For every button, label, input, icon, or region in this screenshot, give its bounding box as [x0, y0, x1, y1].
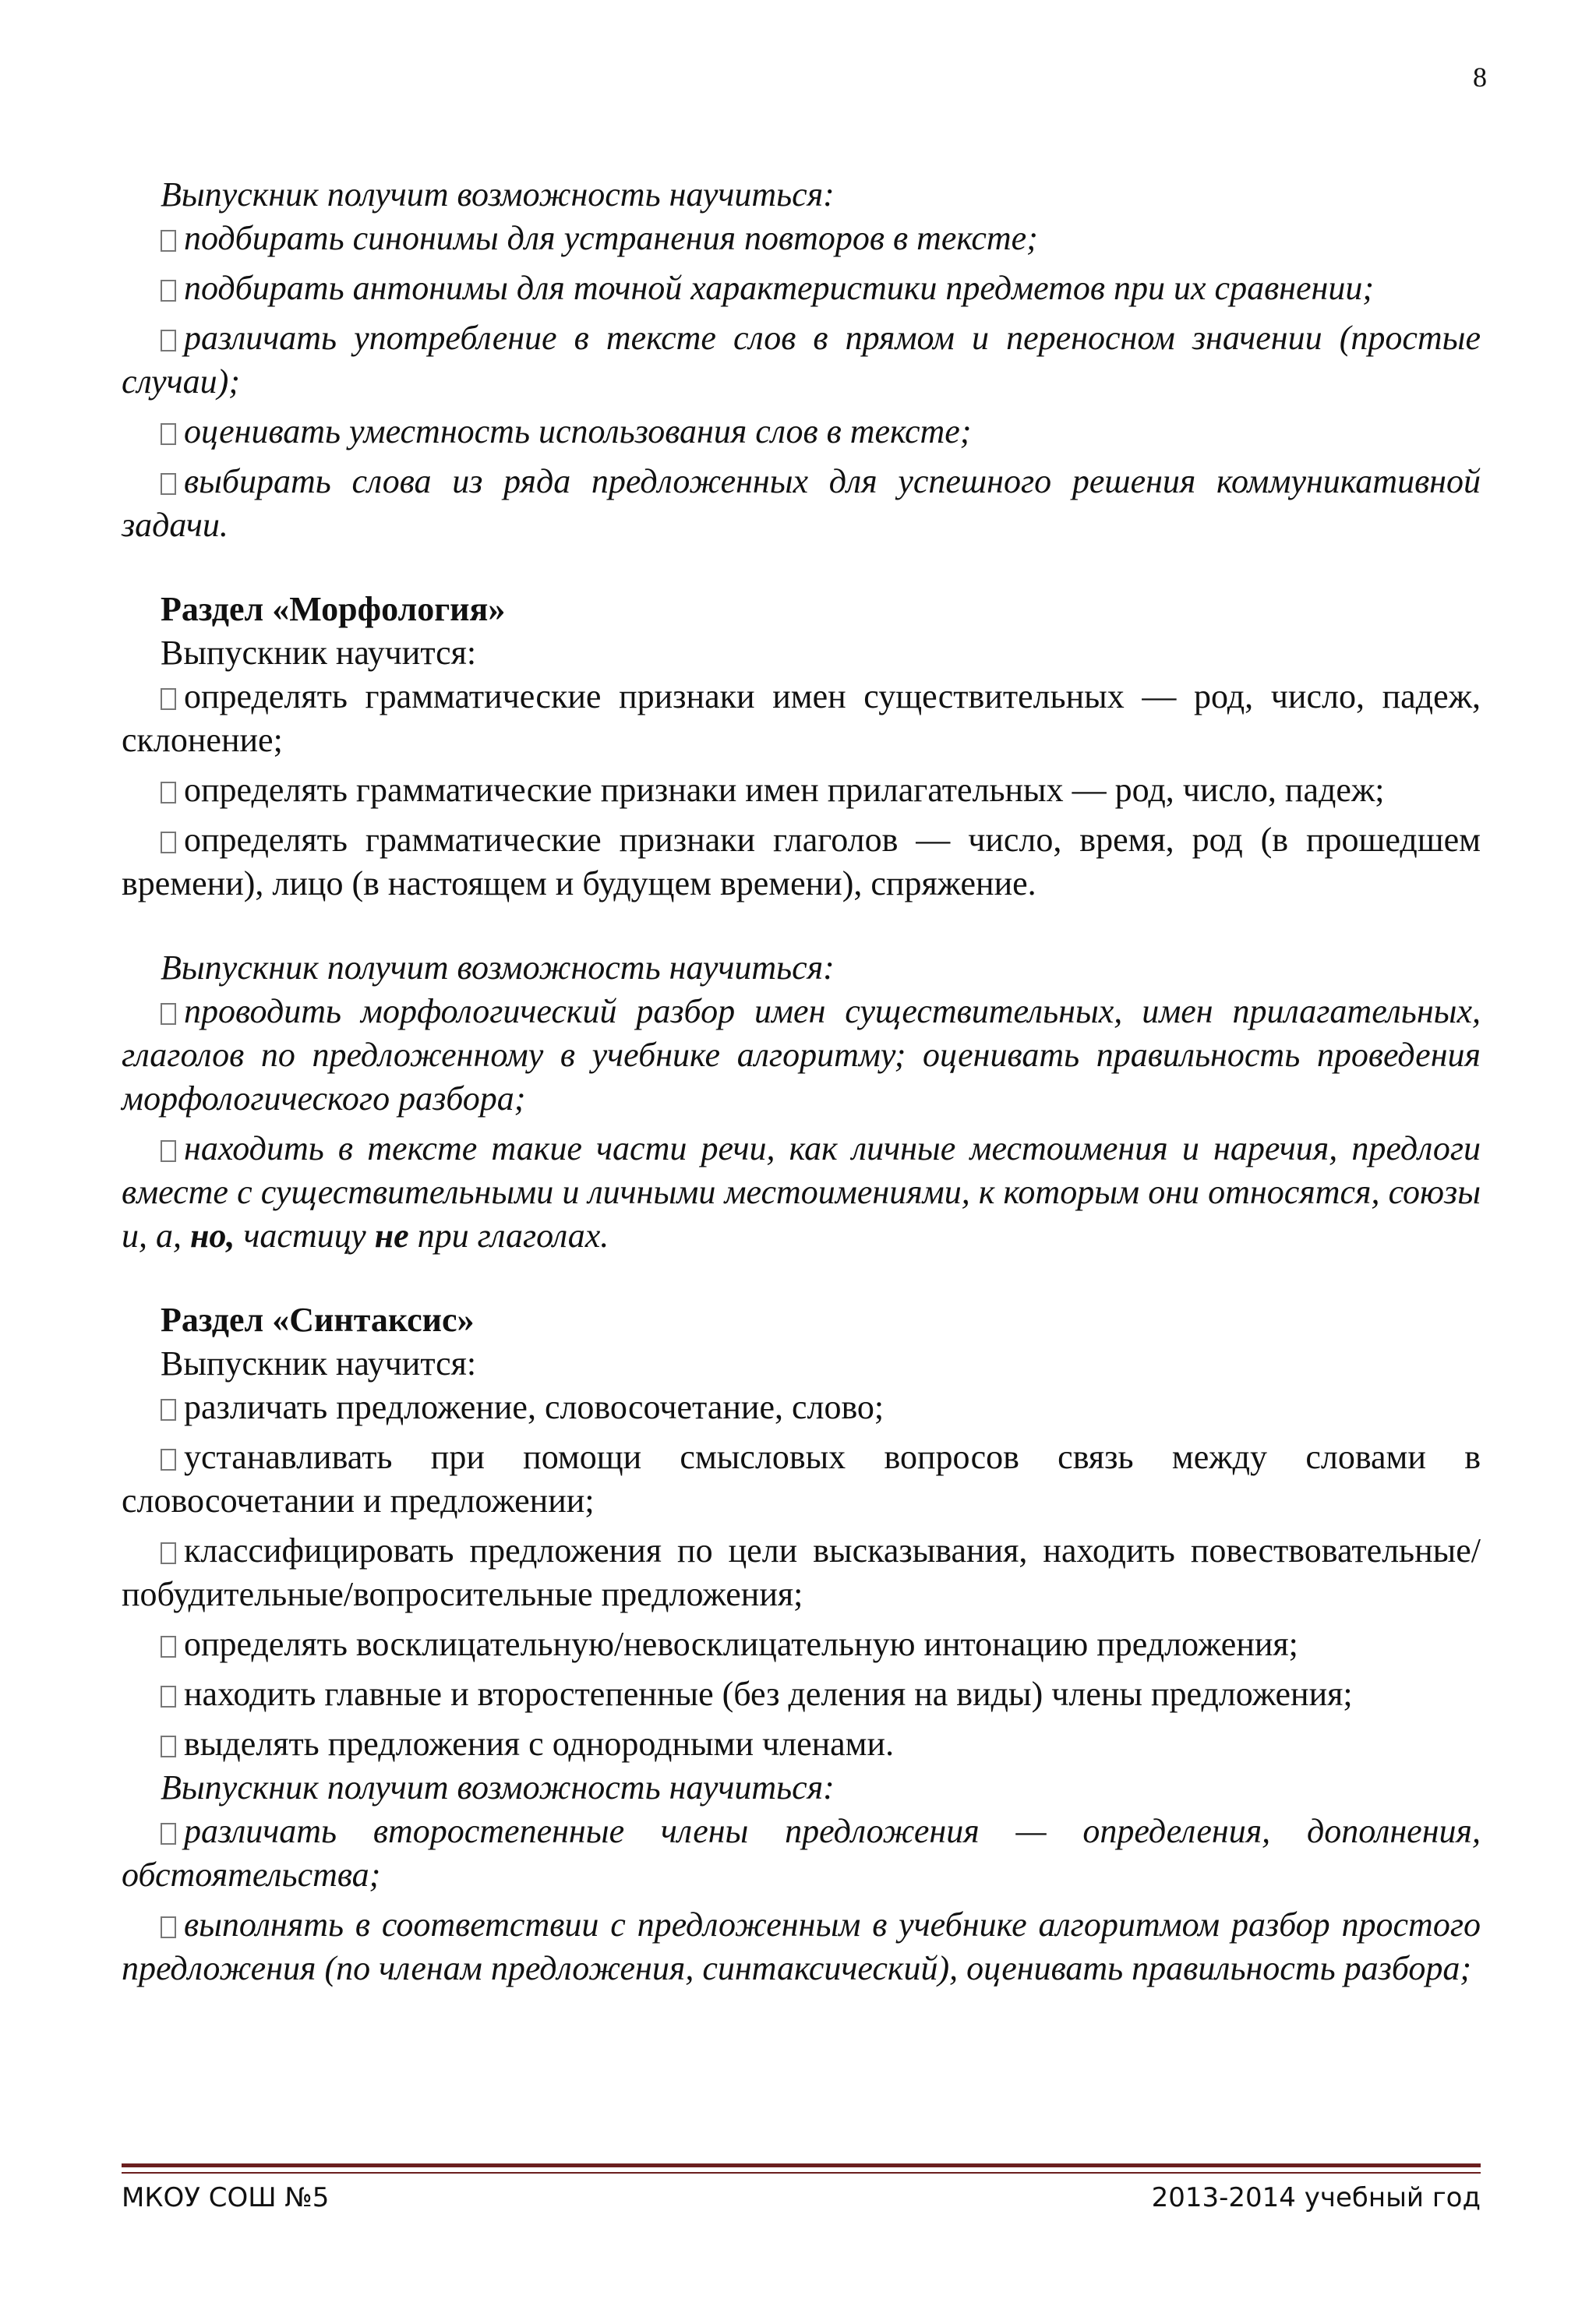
list-item: проводить морфологический разбор имен существительных, имен прилагательных, глаголов по предложенному в учебнике алгоритму; оценивать правильность проведения морфологического разбора;	[122, 992, 1481, 1118]
list-item: оценивать уместность использования слов в тексте;	[122, 410, 1481, 454]
footer-school: МКОУ СОШ №5	[122, 2182, 330, 2213]
bullet-marker-icon	[161, 1140, 176, 1162]
bullet-marker-icon	[161, 1823, 176, 1845]
section-heading-syntax: Раздел «Синтаксис»	[161, 1301, 475, 1339]
list-item: различать предложение, словосочетание, слово;	[122, 1386, 1481, 1429]
bullet-marker-icon	[161, 1542, 176, 1564]
list-item: находить в тексте такие части речи, как личные местоимения и наречия, предлоги вместе с существительными и личными местоимениями, к которым они относятся, союзы и, а, но, частицу не при глаголах.	[122, 1129, 1481, 1255]
bullet-marker-icon	[161, 1736, 176, 1757]
list-item: определять восклицательную/невосклицательную интонацию предложения;	[122, 1623, 1481, 1666]
bullet-marker-icon	[161, 280, 176, 302]
bullet-marker-icon	[161, 230, 176, 252]
bullet-marker-icon	[161, 782, 176, 804]
document-body	[122, 173, 1481, 1990]
opportunity-intro: Выпускник получит возможность научиться:	[161, 1768, 835, 1807]
list-item: классифицировать предложения по цели высказывания, находить повествовательные/побудительные/вопросительные предложения;	[122, 1531, 1481, 1613]
list-item: выполнять в соответствии с предложенным в учебнике алгоритмом разбор простого предложения (по членам предложения, синтаксический), оценивать правильность разбора;	[122, 1905, 1481, 1987]
list-item: различать второстепенные члены предложения — определения, дополнения, обстоятельства;	[122, 1812, 1481, 1894]
bullet-marker-icon	[161, 688, 176, 710]
bullet-marker-icon	[161, 832, 176, 853]
bullet-marker-icon	[161, 473, 176, 495]
list-item: различать употребление в тексте слов в прямом и переносном значении (простые случаи);	[122, 319, 1481, 401]
list-item: определять грамматические признаки имен существительных — род, число, падеж, склонение;	[122, 677, 1481, 759]
footer-divider	[122, 2163, 1481, 2167]
bullet-marker-icon	[161, 330, 176, 351]
bullet-marker-icon	[161, 423, 176, 445]
footer-divider-thin	[122, 2172, 1481, 2174]
bullet-marker-icon	[161, 1686, 176, 1708]
bullet-marker-icon	[161, 1636, 176, 1658]
list-item: устанавливать при помощи смысловых вопросов связь между словами в словосочетании и предложении;	[122, 1438, 1481, 1520]
list-item: выделять предложения с однородными членами.	[122, 1722, 1481, 1766]
footer-year: 2013-2014 учебный год	[1151, 2182, 1481, 2213]
opportunity-intro: Выпускник получит возможность научиться:	[161, 948, 835, 987]
list-item: выбирать слова из ряда предложенных для успешного решения коммуникативной задачи.	[122, 462, 1481, 544]
list-item: подбирать антонимы для точной характеристики предметов при их сравнении;	[122, 267, 1481, 310]
bullet-marker-icon	[161, 1916, 176, 1938]
page-number: 8	[1473, 62, 1487, 93]
list-item: определять грамматические признаки имен прилагательных — род, число, падеж;	[122, 768, 1481, 812]
section-heading-morphology: Раздел «Морфология»	[161, 590, 506, 628]
learn-intro: Выпускник научится:	[161, 1344, 477, 1383]
bullet-marker-icon	[161, 1399, 176, 1421]
learn-intro: Выпускник научится:	[161, 634, 477, 672]
list-item: определять грамматические признаки глаголов — число, время, род (в прошедшем времени), лицо (в настоящем и будущем времени), спряжение.	[122, 821, 1481, 902]
list-item: подбирать синонимы для устранения повторов в тексте;	[122, 217, 1481, 260]
bullet-marker-icon	[161, 1449, 176, 1471]
bullet-marker-icon	[161, 1003, 176, 1025]
opportunity-intro: Выпускник получит возможность научиться:	[161, 175, 835, 214]
list-item: находить главные и второстепенные (без деления на виды) члены предложения;	[122, 1672, 1481, 1716]
